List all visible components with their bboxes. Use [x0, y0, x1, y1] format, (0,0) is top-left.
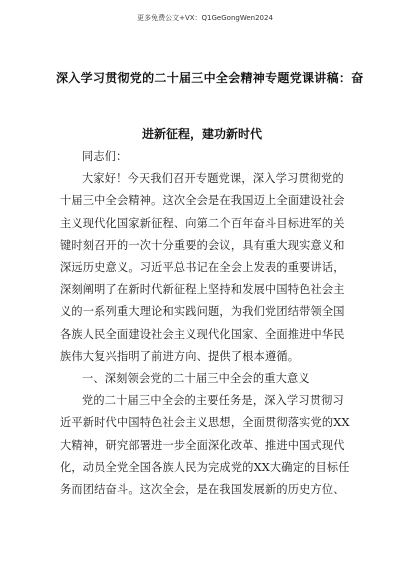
- document-body: [60, 146, 360, 501]
- section-heading: 一、深刻领会党的二十届三中全会的重大意义: [82, 372, 310, 386]
- body-line: 党的二十届三中全会的主要任务是，深入学习贯彻习: [82, 394, 344, 408]
- body-line: 义的一系列重大理论和实践问题，为我们党团结带领全国: [60, 305, 345, 319]
- body-line: 各族人民全面建设社会主义现代化国家、全面推进中华民: [60, 327, 345, 341]
- body-line: 务而团结奋斗。这次全会，是在我国发展新的历史方位、: [60, 483, 345, 497]
- body-line: 深刻阐明了在新时代新征程上坚持和发展中国特色社会主: [60, 283, 345, 297]
- body-line: 键时刻召开的一次十分重要的会议，具有重大现实意义和: [60, 238, 345, 252]
- body-line: 大家好！今天我们召开专题党课，深入学习贯彻党的: [82, 172, 344, 186]
- document-title-line-1: 深入学习贯彻党的二十届三中全会精神专题党课讲稿：奋: [56, 71, 364, 85]
- body-line: 近平新时代中国特色社会主义思想，全面贯彻落实党的XX: [60, 416, 350, 430]
- header-note: 更多免费公文+VX：Q1GeGongWen2024: [137, 14, 273, 22]
- body-line: 族伟大复兴指明了前进方向、提供了根本遵循。: [60, 349, 300, 363]
- body-line: 主义现代化国家新征程、向第二个百年奋斗目标进军的关: [60, 216, 345, 230]
- greeting: 同志们：: [82, 150, 128, 163]
- body-line: 深远历史意义。习近平总书记在全会上发表的重要讲话，: [60, 261, 345, 275]
- document-title-line-2: 进新征程，建功新时代: [142, 127, 263, 141]
- body-line: 十届三中全会精神。这次全会是在我国迈上全面建设社会: [60, 194, 345, 208]
- body-line: 化，动员全党全国各族人民为完成党的XX大确定的目标任: [60, 460, 350, 474]
- body-line: 大精神，研究部署进一步全面深化改革、推进中国式现代: [60, 438, 345, 452]
